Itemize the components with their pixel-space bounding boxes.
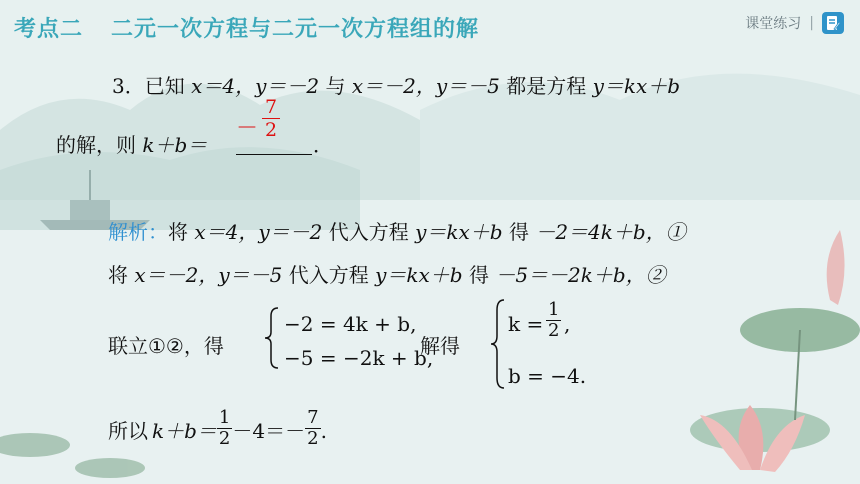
badge-label: 课堂练习 (745, 16, 802, 32)
answer-fraction (262, 96, 280, 141)
conclusion-fraction-2 (305, 408, 320, 449)
conjunction: 与 (325, 74, 346, 98)
solution-step1-get: 得 (508, 220, 529, 244)
system-2-fraction-den: 2 (548, 320, 560, 341)
question-middle: 都是方程 (506, 74, 587, 98)
badge-divider: | (809, 15, 814, 31)
answer-denominator: 2 (262, 118, 280, 141)
solution-step1-result: －2＝4k＋b，① (535, 220, 686, 244)
question-period: ． (313, 133, 333, 157)
system-2-fraction-num: 1 (548, 299, 560, 320)
answer-numerator: 7 (265, 96, 278, 118)
question-suffix: 的解，则 (56, 133, 136, 157)
solution-line-2 (108, 265, 666, 285)
solution-step2-get: 得 (468, 263, 489, 287)
target-expression: k＋b＝ (142, 133, 208, 157)
system-1-brace (264, 306, 280, 370)
system-1-row-2: −5 = −2k + b, (284, 346, 434, 370)
section-topic: 二元一次方程与二元一次方程组的解 (111, 17, 480, 42)
system-1-row-1: −2 = 4k + b, (284, 312, 417, 336)
edit-note-icon (822, 12, 844, 34)
conclusion-fraction-1-num: 1 (218, 407, 231, 428)
section-number: 考点二 (14, 17, 84, 42)
solution-label: 解析： (108, 220, 168, 244)
solution-step2-word: 将 (108, 263, 128, 287)
solution-line-4 (108, 407, 327, 449)
class-practice-badge (745, 12, 844, 34)
question-line-1 (112, 76, 680, 96)
solution-step1-word: 将 (168, 220, 188, 244)
system-2-brace (490, 298, 506, 390)
condition-2: x＝－2，y＝－5 (351, 74, 500, 98)
conclusion-fraction-1-den: 2 (218, 428, 231, 449)
equation: y＝kx＋b (592, 74, 681, 98)
solution-solve-word: 解得 (420, 334, 460, 358)
solution-step1-equation: y＝kx＋b (415, 220, 503, 244)
question-prefix: 已知 (144, 74, 185, 98)
system-2-row-1-left: k = (508, 312, 544, 336)
conclusion-middle: －4＝－ (232, 418, 306, 443)
solution-line-1 (108, 222, 686, 242)
question-line-2 (56, 135, 207, 155)
solution-step3-intro: 联立①②，得 (108, 334, 224, 358)
conclusion-fraction-2-den: 2 (307, 428, 319, 449)
solution-step2-values: x＝－2，y＝－5 (134, 263, 283, 287)
question-number: 3． (112, 74, 145, 98)
solution-conclusion-expr: k＋b＝ (152, 418, 217, 443)
system-2-row-1-comma: , (564, 312, 571, 336)
solution-step2-equation: y＝kx＋b (375, 263, 463, 287)
conclusion-period: . (320, 418, 327, 443)
solution-step1-substitute: 代入方程 (328, 220, 409, 244)
solution-conclusion-word: 所以 (108, 418, 148, 443)
solution-step1-values: x＝4，y＝－2 (194, 220, 323, 244)
conclusion-fraction-2-num: 7 (307, 407, 319, 428)
conclusion-fraction-1 (217, 408, 232, 449)
section-title (14, 12, 479, 43)
answer-blank (236, 154, 312, 155)
condition-1: x＝4，y＝－2 (191, 74, 320, 98)
system-2-row-2: b = −4. (508, 364, 587, 388)
solution-step2-result: －5＝－2k＋b，② (495, 263, 666, 287)
answer-sign: － (236, 116, 259, 141)
solution-step2-substitute: 代入方程 (288, 263, 369, 287)
system-2-fraction (546, 300, 561, 341)
